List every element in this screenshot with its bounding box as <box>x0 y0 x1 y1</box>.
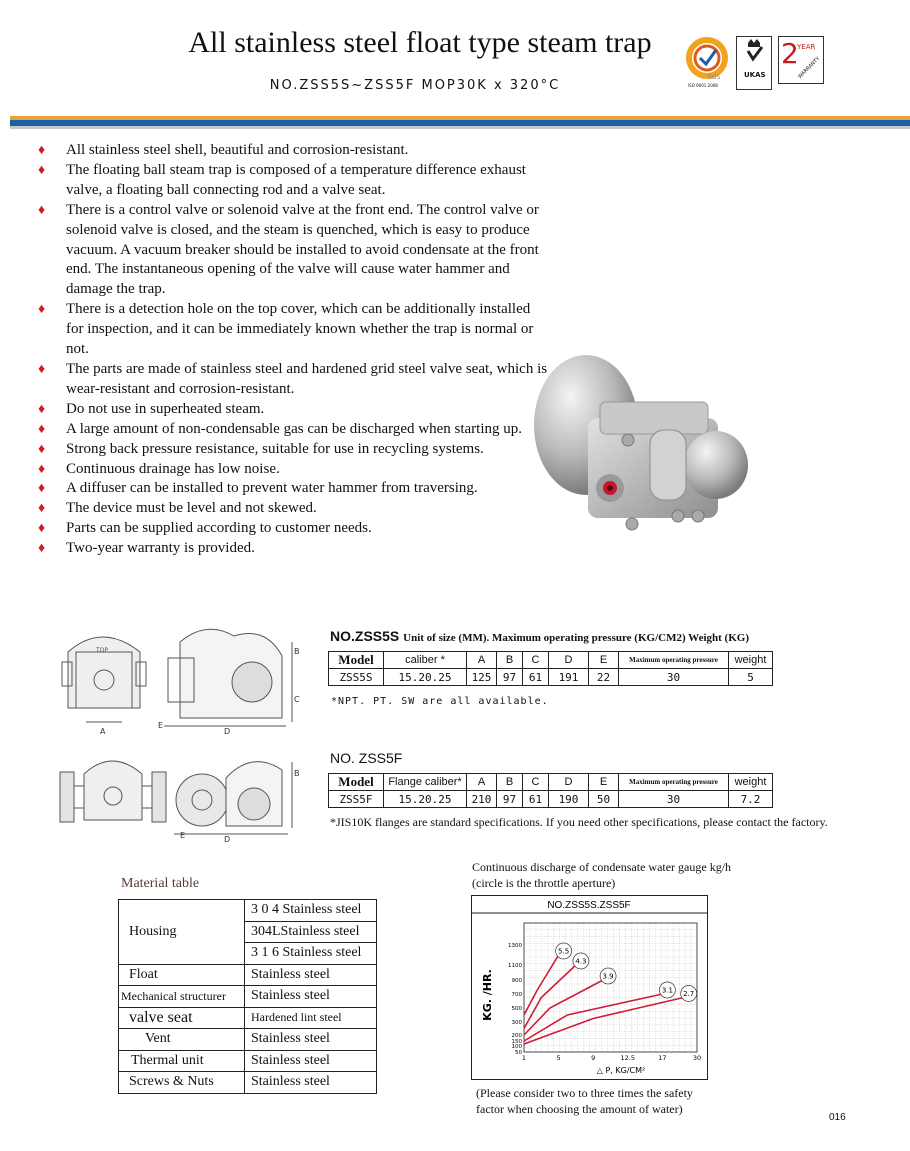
zss5s-table-title <box>330 628 749 644</box>
chart-series-label: 4.3 <box>575 957 587 966</box>
page-number: 016 <box>829 1112 846 1123</box>
cell-part: Mechanical structurer <box>119 986 245 1008</box>
col-model: Model <box>329 774 384 791</box>
cell-c: 61 <box>523 791 549 808</box>
chart-y-tick-label: 900 <box>511 978 522 984</box>
chart-y-tick-label: 150 <box>511 1039 522 1045</box>
zss5f-drawing <box>56 748 304 844</box>
chart-y-tick-label: 500 <box>511 1006 522 1012</box>
cell-a: 125 <box>467 669 497 686</box>
drawing-b-label: B <box>294 769 300 778</box>
feature-item: ♦ The floating ball steam trap is composed of a temperature difference exhaust valve, a floating ball connecting rod and a valve seat. <box>38 161 548 201</box>
cell-material: 3 1 6 Stainless steel <box>245 943 377 965</box>
chart-y-tick-label: 1100 <box>508 963 522 969</box>
material-table-title: Material table <box>121 876 200 891</box>
col-d: D <box>549 652 589 669</box>
chart-series-label: 5.5 <box>558 947 570 956</box>
warranty-sub: WARRANTY <box>796 55 822 81</box>
cell-e: 50 <box>589 791 619 808</box>
warranty-year: YEAR <box>797 43 816 51</box>
cell-part: Screws & Nuts <box>119 1072 245 1094</box>
col-flange-caliber: Flange caliber* <box>384 774 467 791</box>
page-subtitle: NO.ZSS5S~ZSS5F MOP30K x 320°C <box>269 78 561 93</box>
gauge-foot-line1: (Please consider two to three times the safety <box>476 1086 693 1100</box>
col-caliber: caliber * <box>384 652 467 669</box>
cell-part: Thermal unit <box>119 1050 245 1072</box>
header-band-grey <box>10 126 910 129</box>
cell-material: 3 0 4 Stainless steel <box>245 900 377 922</box>
col-b: B <box>497 774 523 791</box>
col-e: E <box>589 652 619 669</box>
warranty-number: 2 <box>781 37 799 70</box>
zss5s-model-title: NO.ZSS5S <box>330 628 400 644</box>
col-weight: weight <box>729 774 773 791</box>
chart-y-tick-label: 50 <box>515 1050 522 1056</box>
table-row <box>119 1050 377 1072</box>
cell-material: Stainless steel <box>245 964 377 986</box>
col-c: C <box>523 652 549 669</box>
col-e: E <box>589 774 619 791</box>
chart-x-tick-label: 30 <box>692 1054 702 1062</box>
feature-item: ♦ Continuous drainage has low noise. <box>38 460 548 480</box>
col-mop: Maximum operating pressure <box>619 774 729 791</box>
sgs-iso-logo <box>680 36 734 90</box>
zss5f-table-title: NO. ZSS5F <box>330 750 403 766</box>
chart-y-tick-label: 200 <box>511 1033 522 1039</box>
table-row <box>119 1007 377 1029</box>
ukas-crown-icon <box>737 37 771 69</box>
warranty-logo <box>778 36 824 84</box>
chart-y-tick-label: 300 <box>511 1020 522 1026</box>
feature-item: ♦ Do not use in superheated steam. <box>38 400 548 420</box>
feature-item: ♦ All stainless steel shell, beautiful and corrosion-resistant. <box>38 141 548 161</box>
chart-y-tick-label: 100 <box>511 1044 522 1050</box>
col-a: A <box>467 774 497 791</box>
ukas-label: UKAS <box>744 71 766 79</box>
table-row <box>329 669 773 686</box>
chart-x-tick-label: 1 <box>521 1054 527 1062</box>
feature-item: ♦ A large amount of non-condensable gas can be discharged when starting up. <box>38 420 548 440</box>
feature-item: ♦ A diffuser can be installed to prevent water hammer from traversing. <box>38 479 548 499</box>
cell-part: Float <box>119 964 245 986</box>
zss5s-note: *NPT. PT. SW are all available. <box>331 696 549 707</box>
cell-a: 210 <box>467 791 497 808</box>
col-model: Model <box>329 652 384 669</box>
ukas-logo <box>736 36 772 90</box>
cell-part: valve seat <box>119 1007 245 1029</box>
chart-series-label: 3.1 <box>661 986 673 995</box>
drawing-d-label: D <box>224 835 231 844</box>
zss5s-spec-table <box>328 651 773 686</box>
cell-b: 97 <box>497 669 523 686</box>
chart-series-label: 3.9 <box>602 972 614 981</box>
cell-material: Stainless steel <box>245 1072 377 1094</box>
chart-x-tick-label: 9 <box>591 1054 596 1062</box>
iso-label: ISO 9001:2008 <box>688 83 718 88</box>
cell-material: Stainless steel <box>245 1029 377 1051</box>
cell-model: ZSS5S <box>329 669 384 686</box>
page-title: All stainless steel float type steam trap <box>188 26 652 59</box>
table-row <box>119 1072 377 1094</box>
table-row <box>329 791 773 808</box>
cell-weight: 7.2 <box>729 791 773 808</box>
table-row <box>119 986 377 1008</box>
cell-material: 304LStainless steel <box>245 921 377 943</box>
table-row <box>119 900 377 922</box>
chart-xlabel: △ P, KG/CM² <box>596 1066 646 1075</box>
cell-e: 22 <box>589 669 619 686</box>
drawing-e-label: E <box>180 831 186 840</box>
col-mop: Maximum operating pressure <box>619 652 729 669</box>
cell-mop: 30 <box>619 791 729 808</box>
feature-item: ♦ Parts can be supplied according to customer needs. <box>38 519 548 539</box>
cell-b: 97 <box>497 791 523 808</box>
cell-part-housing: Housing <box>119 900 245 965</box>
sgs-seal-icon <box>680 36 734 90</box>
chart-y-tick-label: 1300 <box>508 943 522 949</box>
drawing-e-label: E <box>158 721 164 730</box>
cell-mop: 30 <box>619 669 729 686</box>
gauge-foot-line2: factor when choosing the amount of water) <box>476 1101 683 1116</box>
zss5s-drawing <box>56 622 304 740</box>
zss5f-spec-table <box>328 773 773 808</box>
discharge-chart <box>471 895 708 1080</box>
col-a: A <box>467 652 497 669</box>
cell-model: ZSS5F <box>329 791 384 808</box>
feature-item: ♦ Strong back pressure resistance, suitable for use in recycling systems. <box>38 440 548 460</box>
chart-y-tick-label: 700 <box>511 992 522 998</box>
zss5f-note: *JIS10K flanges are standard specifications. If you need other specifications, please contact the factory. <box>330 815 828 829</box>
cell-part: Vent <box>119 1029 245 1051</box>
table-row <box>119 964 377 986</box>
drawing-d-label: D <box>224 727 231 736</box>
gauge-title <box>472 860 731 891</box>
col-weight: weight <box>729 652 773 669</box>
cell-caliber: 15.20.25 <box>384 791 467 808</box>
cell-d: 191 <box>549 669 589 686</box>
table-header-row <box>329 652 773 669</box>
table-row <box>119 1029 377 1051</box>
cell-d: 190 <box>549 791 589 808</box>
chart-x-tick-label: 5 <box>556 1054 561 1062</box>
drawing-a-label: A <box>100 727 106 736</box>
feature-item: ♦ The device must be level and not skewed. <box>38 499 548 519</box>
cell-material: Stainless steel <box>245 986 377 1008</box>
feature-item: ♦ The parts are made of stainless steel and hardened grid steel valve seat, which is wear-resistant and corrosion-resistant. <box>38 360 548 400</box>
gauge-title-line1: Continuous discharge of condensate water gauge kg/h <box>472 860 732 874</box>
drawing-top-label: TOP <box>96 647 109 654</box>
gauge-footnote <box>476 1086 693 1117</box>
col-b: B <box>497 652 523 669</box>
feature-item: ♦ There is a control valve or solenoid valve at the front end. The control valve or solenoid valve is closed, and the steam is quenched, which is easy to produce vacuum. A vacuum breaker should be installed to avoid condensate at the front end. The instantaneous opening of the valve will cause water hammer and damage the trap. <box>38 201 548 301</box>
material-table <box>118 899 377 1094</box>
chart-series-label: 2.7 <box>683 990 695 998</box>
chart-x-tick-label: 12.5 <box>620 1054 636 1062</box>
gauge-title-line2: (circle is the throttle aperture) <box>472 875 616 890</box>
feature-item: ♦ Two-year warranty is provided. <box>38 539 548 559</box>
cell-c: 61 <box>523 669 549 686</box>
chart-ylabel: KG. /HR. <box>481 969 494 1021</box>
feature-list <box>38 141 548 559</box>
cell-material: Stainless steel <box>245 1050 377 1072</box>
drawing-b-label: B <box>294 647 300 656</box>
chart-x-tick-label: 17 <box>658 1054 667 1062</box>
zss5s-unit-note: Unit of size (MM). Maximum operating pressure (KG/CM2) Weight (KG) <box>403 632 749 644</box>
col-c: C <box>523 774 549 791</box>
table-header-row <box>329 774 773 791</box>
cell-caliber: 15.20.25 <box>384 669 467 686</box>
feature-item: ♦ There is a detection hole on the top cover, which can be additionally installed for inspection, and it can be immediately known whether the trap is normal or not. <box>38 300 548 360</box>
cell-weight: 5 <box>729 669 773 686</box>
sgs-label: SGS <box>708 74 721 81</box>
cell-material: Hardened lint steel <box>245 1007 377 1029</box>
product-photo <box>528 340 760 550</box>
col-d: D <box>549 774 589 791</box>
drawing-c-label: C <box>294 695 300 704</box>
chart-title: NO.ZSS5S.ZSS5F <box>547 900 631 911</box>
